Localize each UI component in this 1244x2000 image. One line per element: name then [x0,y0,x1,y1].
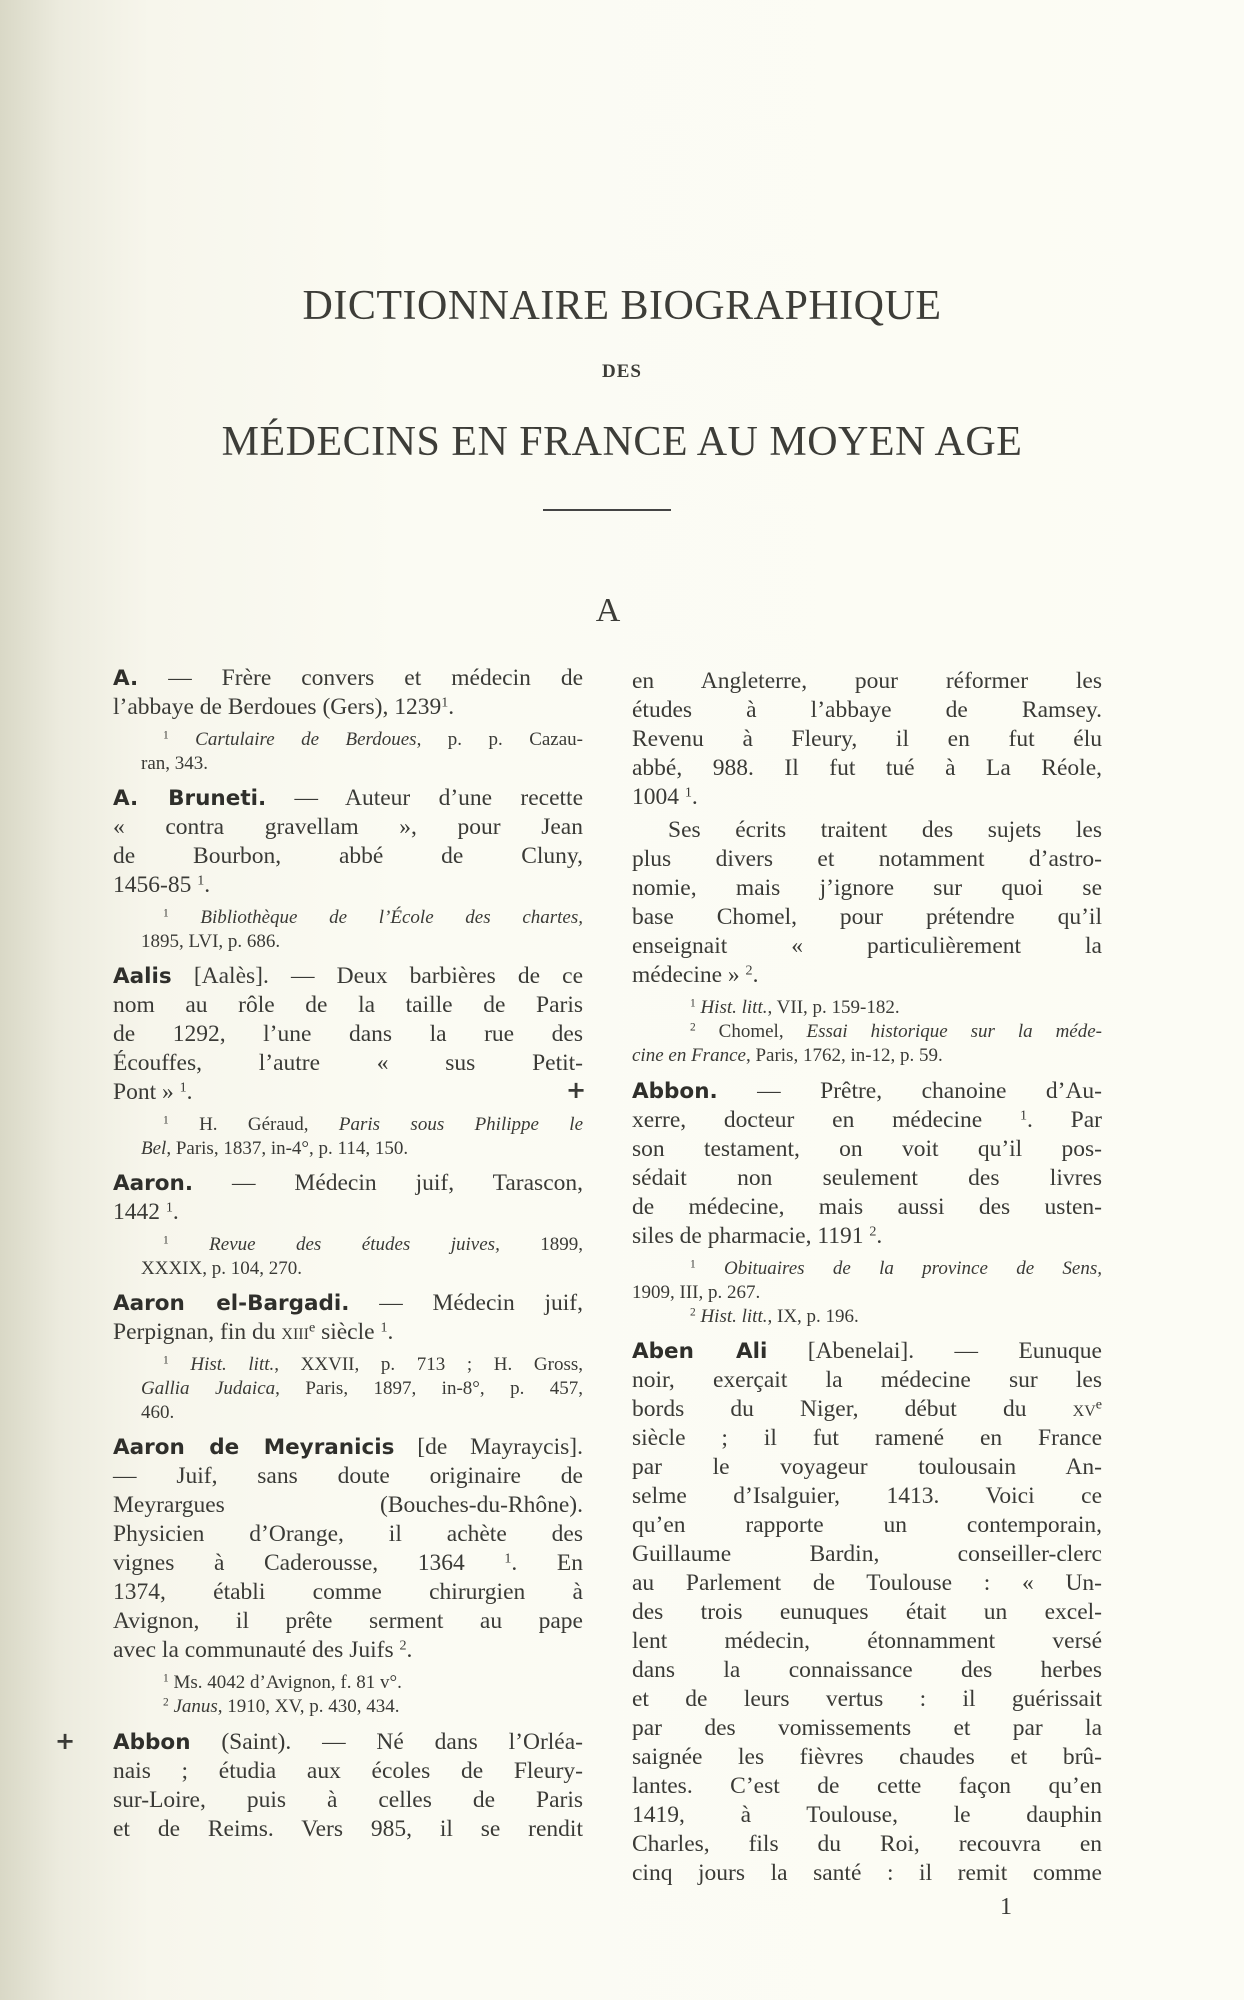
footnote-title: Gallia Judaica [141,1378,276,1399]
entry-aalis: Aalis [Aalès]. — Deux barbières de ce nom au rôle de la taille de Paris de 1292, l’une dans la rue des Écouffes, l’autre « sus Petit- Pont » $^1$. [113,963,584,1105]
entry-text: — Médecin juif, Tarascon, [231,1170,584,1196]
entry-text: sédait non seulement des livres [632,1165,1102,1191]
entry-text: avec la communauté des Juifs [113,1637,394,1663]
century: xiii [281,1319,309,1345]
footnote-num: 1 [163,1354,169,1367]
footnote-ref: 2 [869,1223,877,1240]
footnote-num: 1 [163,1234,169,1247]
footnote-ref: 1 [1019,1107,1028,1124]
entry-head: Abbon. [632,1079,718,1104]
entry-text: 1004 [632,784,679,810]
entry-text: Physicien d’Orange, il achète des [113,1521,583,1547]
entry-aaron-el-bargadi: Aaron el-Bargadi. — Médecin juif, Perpignan, fin du xiii$^e$ siècle $^1$. [113,1290,583,1345]
century-sup: e [308,1319,316,1336]
entry-text: l’abbaye de Berdoues (Gers), 1239 [113,694,442,720]
footnote [141,906,583,930]
cross-icon: + [55,1727,76,1755]
footnote-ref: 1 [441,694,449,711]
footnote-text: 460. [141,1402,175,1423]
footnote-title: Hist. litt. [190,1354,275,1375]
footnote-author: H. Géraud, [199,1114,339,1135]
footnote-ref: 1 [504,1550,512,1567]
footnote-text: 1909, III, p. 267. [632,1282,761,1303]
entry-variant: [de Mayraycis]. [417,1434,583,1460]
title-rule [543,509,671,511]
entry-text: — Deux barbières de ce [290,963,584,989]
entry-text: siles de pharmacie, 1191 [632,1223,864,1249]
section-letter: A [595,592,621,629]
entry-text: sur-Loire, puis à celles de Paris [113,1787,583,1813]
footnote-text: , Paris, 1837, in-4°, p. 114, 150. [166,1138,409,1159]
entry-text: nom au rôle de la taille de Paris [113,992,583,1018]
entry-text: des trois eunuques était un excel- [632,1599,1102,1625]
footnote-title: cine en France [632,1045,746,1066]
entry-text: de médecine, mais aussi des usten- [632,1194,1102,1220]
footnote [141,1113,583,1137]
entry-text: de 1292, l’une dans la rue des [113,1021,583,1047]
entry-text: enseignait « particulièrement la [632,933,1102,959]
footnote [141,1353,583,1377]
footnote-ref: 1 [197,872,205,889]
entry-text: lantes. C’est de cette façon qu’en [632,1773,1102,1799]
entry-text: lent médecin, étonnamment versé [632,1628,1102,1654]
footnote-num: 1 [163,729,169,742]
entry-aaron-de-meyranicis: Aaron de Meyranicis [de Mayraycis]. — Juif, sans doute originaire de Meyrargues (Bouches-du-Rhône). Physicien d’Orange, il achète des vignes à Caderousse, 1364 $^1$. En 1374, établi comme chirurgien à Avignon, il prête serment au pape avec la communauté des Juifs $^2$. [113,1434,583,1663]
footnote-cont [632,1281,1102,1305]
footnote-cont [141,1137,583,1161]
entry-a-bruneti: A. Bruneti. — Auteur d’une recette « contra gravellam », pour Jean de Bourbon, abbé de Cluny, 1456-85 $^1$. [113,785,583,898]
entry-head: Aben Ali [632,1339,768,1364]
abbon-paragraph: Ses écrits traitent des sujets les plus divers et notamment d’astro- nomie, mais j’ignore sur quoi se base Chomel, pour prétendre qu’il enseignait « particulièrement la médecine » $^2$. [632,817,1102,988]
entry-text: abbé, 988. Il fut tué à La Réole, [632,755,1102,781]
footnote [668,996,1102,1020]
footnote-title: Cartulaire de Berdoues [195,729,417,750]
century-sup: e [1095,1396,1103,1413]
entry-text: nomie, mais j’ignore sur quoi se [632,875,1102,901]
entry-text: médecine » [632,962,740,988]
footnote [141,1233,583,1257]
footnote-num: 2 [690,1021,696,1034]
footnote-num: 2 [690,1306,696,1319]
footnote-ref: 2 [745,962,753,979]
entry-variant: [Aalès]. [193,963,269,989]
entry-head: Aaron. [113,1171,193,1196]
footnote-text: XXXIX, p. 104, 270. [141,1258,302,1279]
entry-aben-ali [632,1337,1102,1888]
footnote-text: Ms. 4042 d’Avignon, f. 81 v°. [173,1672,402,1693]
entry-head: Aaron de Meyranicis [113,1435,395,1460]
entry-text: Écouffes, l’autre « sus Petit- [113,1050,583,1076]
footnote-ref: 1 [179,1079,187,1096]
entry-text: siècle [315,1319,375,1345]
entry-text: Perpignan, fin du [113,1319,276,1345]
footnote-cont [141,752,583,776]
entry-text: 1456-85 [113,872,192,898]
footnote-ref: 1 [684,784,692,801]
entry-text: par des vomissements et par la [632,1715,1102,1741]
entry-text: nais ; étudia aux écoles de Fleury- [113,1758,583,1784]
footnote [668,1305,1102,1329]
entry-text: et de leurs vertus : il guérissait [632,1686,1102,1712]
entry-head: Abbon [113,1730,191,1755]
entry-text: Meyrargues (Bouches-du-Rhône). [113,1492,583,1518]
footnote-text: , VII, p. 159-182. [767,997,900,1018]
page-subtitle: MÉDECINS EN FRANCE AU MOYEN AGE [221,419,1023,465]
entry-aaron: Aaron. — Médecin juif, Tarascon, 1442 $^1$. [113,1170,584,1225]
entry-text: études à l’abbaye de Ramsey. [632,697,1102,723]
entry-abbon: + Abbon. — Prêtre, chanoine d’Au- xerre, docteur en médecine $^1$. Par son testament, on voit qu’il pos- sédait non seulement des livres de médecine, mais aussi des usten- siles de pharmacie, 1191 $^2$. [566,1076,1103,1249]
footnote-title: Bel [141,1138,167,1159]
entry-head: A. Bruneti. [113,786,267,811]
entry-variant: (Saint). [221,1729,292,1755]
footnote [668,1257,1102,1281]
entry-text: plus divers et notamment d’astro- [632,846,1102,872]
footnote-text: , XXVII, p. 713 ; H. Gross, [274,1354,584,1375]
entry-a: A. — Frère convers et médecin de l’abbaye de Berdoues (Gers), 1239$^1$. [113,665,584,720]
entry-text: par le voyageur toulousain An- [632,1454,1102,1480]
entry-text: Avignon, il prête serment au pape [113,1608,583,1634]
footnote [668,1020,1102,1044]
footnote-title: Paris sous Philippe le [338,1114,584,1135]
entry-text: « contra gravellam », pour Jean [113,814,583,840]
entry-text: — Médecin juif, [379,1290,583,1316]
entry-text: xerre, docteur en médecine [632,1107,983,1133]
entry-head: A. [113,666,139,691]
footnote-cont [632,1044,1102,1068]
footnote-num: 1 [163,1114,169,1127]
footnote-title: Hist. litt. [700,997,768,1018]
entry-text: Revenu à Fleury, il en fut élu [632,726,1102,752]
footnote [141,1671,583,1695]
footnote-title: Bibliothèque de l’École des chartes, [200,907,584,928]
cross-icon: + [566,1076,587,1104]
entry-text: cinq jours la santé : il remit comme [632,1860,1102,1886]
footnote-num: 1 [163,907,169,920]
entry-text: — Prêtre, chanoine d’Au- [757,1078,1103,1104]
entry-text: Pont » [113,1079,174,1105]
entry-text: 1374, établi comme chirurgien à [113,1579,583,1605]
footnote-cont [141,1377,583,1425]
entry-text: — Eunuque [954,1338,1102,1364]
footnote-text: , Paris, 1897, in-8°, p. 457, [275,1378,583,1399]
footnote-cont [141,1257,583,1281]
footnote-title: Janus [173,1696,218,1717]
abbon-continuation: en Angleterre, pour réformer les études à l’abbaye de Ramsey. Revenu à Fleury, il en fut élu abbé, 988. Il fut tué à La Réole, 1004 $^1$. [632,668,1102,810]
entry-text: en Angleterre, pour réformer les [632,668,1102,694]
entry-text: base Chomel, pour prétendre qu’il [632,904,1102,930]
entry-text: Ses écrits traitent des sujets les [668,817,1102,843]
footnote-title: Hist. litt. [700,1306,768,1327]
entry-text: noir, exerçait la médecine sur les [632,1367,1102,1393]
entry-text: vignes à Caderousse, 1364 [113,1550,465,1576]
footnote-author: Chomel, [718,1021,807,1042]
entry-text: — Juif, sans doute originaire de [113,1463,583,1489]
footnote-ref: 2 [399,1637,407,1654]
entry-variant: [Abenelai]. [807,1338,915,1364]
footnote-num: 1 [163,1672,169,1685]
entry-text: — Auteur d’une recette [294,785,583,811]
footnote-text: ran, 343. [141,753,209,774]
left-column [55,664,584,1850]
title-connector: DES [602,361,642,382]
entry-text: 1442 [113,1199,160,1225]
footnote-num: 1 [690,1258,696,1271]
footnote [141,728,583,752]
entry-text: . Par [1027,1107,1103,1133]
entry-text: siècle ; il fut ramené en France [632,1425,1102,1451]
entry-text: Guillaume Bardin, conseiller-clerc [632,1541,1102,1567]
footnote-title: Obituaires de la province de Sens, [724,1258,1102,1279]
footnote-text: 1899, [499,1234,584,1255]
right-column [566,667,1103,1894]
footnote-num: 1 [690,997,696,1010]
footnote-title: Revue des études juives, [209,1234,500,1255]
footnote-num: 2 [163,1696,169,1709]
entry-head: Aaron el-Bargadi. [113,1291,350,1316]
entry-text: et de Reims. Vers 985, il se rendit [113,1816,583,1842]
entry-text: selme d’Isalguier, 1413. Voici ce [632,1483,1102,1509]
entry-head: Aalis [113,964,172,989]
entry-text: dans la connaissance des herbes [632,1657,1102,1683]
footnote-cont [141,930,583,954]
footnote-text: , Paris, 1762, in-12, p. 59. [745,1045,943,1066]
page-title: DICTIONNAIRE BIOGRAPHIQUE [302,283,942,329]
footnote [141,1695,583,1719]
page-number: 1 [1000,1894,1012,1920]
footnote-text: , IX, p. 196. [767,1306,859,1327]
footnote-text: , p. p. Cazau- [416,729,583,750]
footnote-ref: 1 [380,1319,388,1336]
entry-text: son testament, on voit qu’il pos- [632,1136,1102,1162]
entry-text: saignée les fièvres chaudes et brû- [632,1744,1102,1770]
century: xv [1072,1396,1096,1422]
entry-text: qu’en rapporte un contemporain, [632,1512,1102,1538]
footnote-text: 1895, LVI, p. 686. [141,931,281,952]
footnote-ref: 1 [165,1199,173,1216]
show-through-text [165,95,585,435]
entry-text: — Frère convers et médecin de [168,665,584,691]
entry-text: Charles, fils du Roi, recouvra en [632,1831,1102,1857]
entry-text: . En [511,1550,583,1576]
entry-text: — Né dans l’Orléa- [322,1729,583,1755]
footnote-text: , 1910, XV, p. 430, 434. [217,1696,400,1717]
entry-text: bords du Niger, début du [632,1396,1027,1422]
entry-text: au Parlement de Toulouse : « Un- [632,1570,1102,1596]
entry-text: 1419, à Toulouse, le dauphin [632,1802,1102,1828]
entry-abbon-saint [55,1727,583,1844]
entry-text: de Bourbon, abbé de Cluny, [113,843,583,869]
footnote-title: Essai historique sur la méde- [806,1021,1102,1042]
